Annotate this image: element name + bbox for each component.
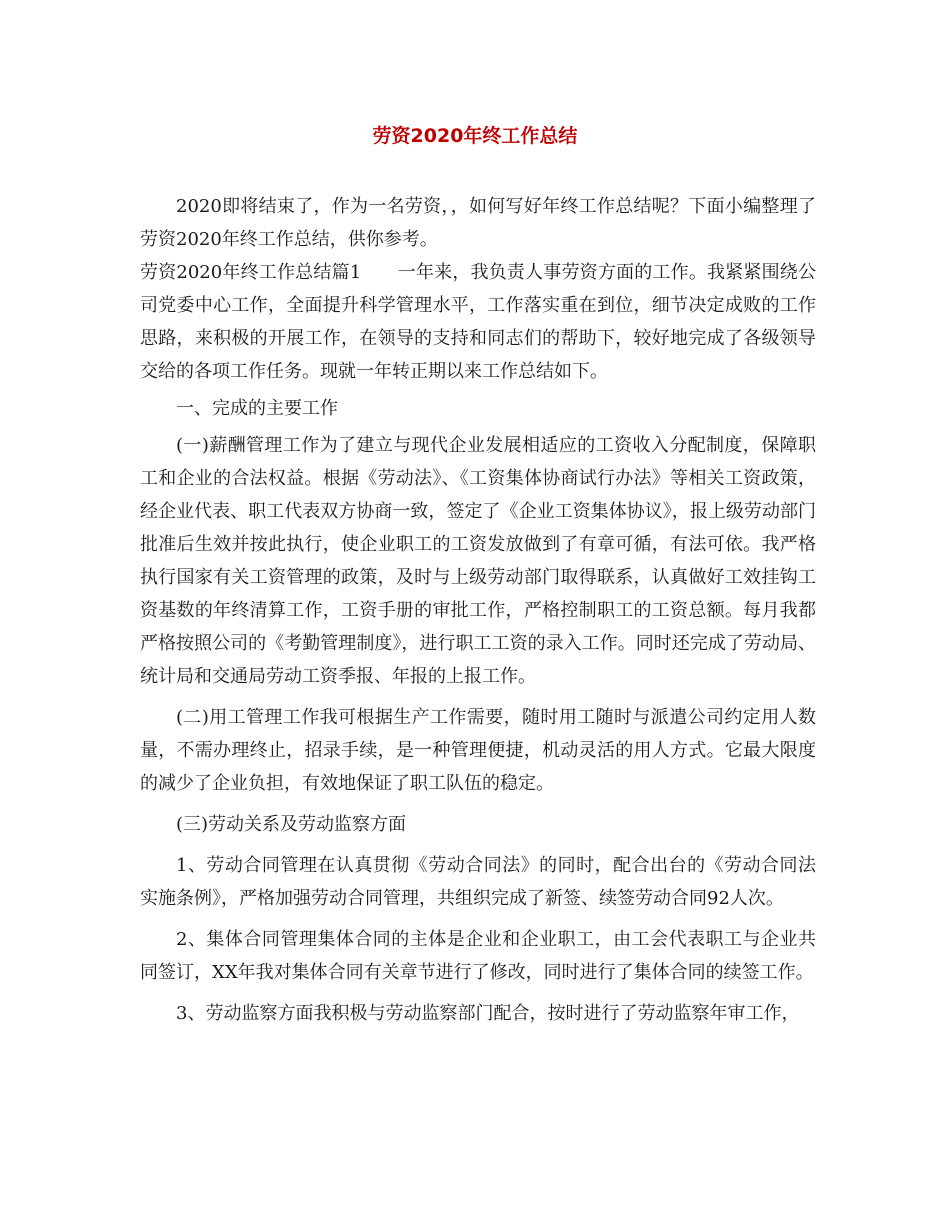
paragraph-labor-contract: 1、劳动合同管理在认真贯彻《劳动合同法》的同时，配合出台的《劳动合同法实施条例》，严格加强劳动合同管理，共组织完成了新签、续签劳动合同92人次。	[140, 855, 816, 909]
document-title: 劳资2020年终工作总结	[372, 125, 578, 147]
heading-labor-relations: (三)劳动关系及劳动监察方面	[176, 814, 407, 835]
paragraph-labor-inspection: 3、劳动监察方面我积极与劳动监察部门配合，按时进行了劳动监察年审工作，	[176, 1003, 800, 1024]
document-body	[140, 190, 816, 1030]
paragraph-collective-contract: 2、集体合同管理集体合同的主体是企业和企业职工，由工会代表职工与企业共同签订，XX年我对集体合同有关章节进行了修改，同时进行了集体合同的续签工作。	[140, 929, 816, 983]
paragraph-section-1: 劳资2020年终工作总结篇1 一年来，我负责人事劳资方面的工作。我紧紧围绕公司党委中心工作，全面提升科学管理水平，工作落实重在到位，细节决定成败的工作思路，来积极的开展工作，在领导的支持和同志们的帮助下，较好地完成了各级领导交给的各项工作任务。现就一年转正期以来工作总结如下。	[140, 262, 816, 382]
paragraph-employment: (二)用工管理工作我可根据生产工作需要，随时用工随时与派遣公司约定用人数量，不需办理终止，招录手续，是一种管理便捷，机动灵活的用人方式。它最大限度的减少了企业负担，有效地保证了职工队伍的稳定。	[140, 707, 816, 794]
paragraph-intro: 2020即将结束了，作为一名劳资，，如何写好年终工作总结呢？下面小编整理了劳资2020年终工作总结，供你参考。	[140, 196, 816, 250]
heading-main-work: 一、完成的主要工作	[176, 398, 338, 419]
paragraph-salary: (一)薪酬管理工作为了建立与现代企业发展相适应的工资收入分配制度，保障职工和企业的合法权益。根据《劳动法》、《工资集体协商试行办法》等相关工资政策，经企业代表、职工代表双方协商一致，签定了《企业工资集体协议》，报上级劳动部门批准后生效并按此执行，使企业职工的工资发放做到了有章可循，有法可依。我严格执行国家有关工资管理的政策，及时与上级劳动部门取得联系，认真做好工效挂钩工资基数的年终清算工作，工资手册的审批工作，严格控制职工的工资总额。每月我都严格按照公司的《考勤管理制度》，进行职工工资的录入工作。同时还完成了劳动局、统计局和交通局劳动工资季报、年报的上报工作。	[140, 435, 816, 687]
